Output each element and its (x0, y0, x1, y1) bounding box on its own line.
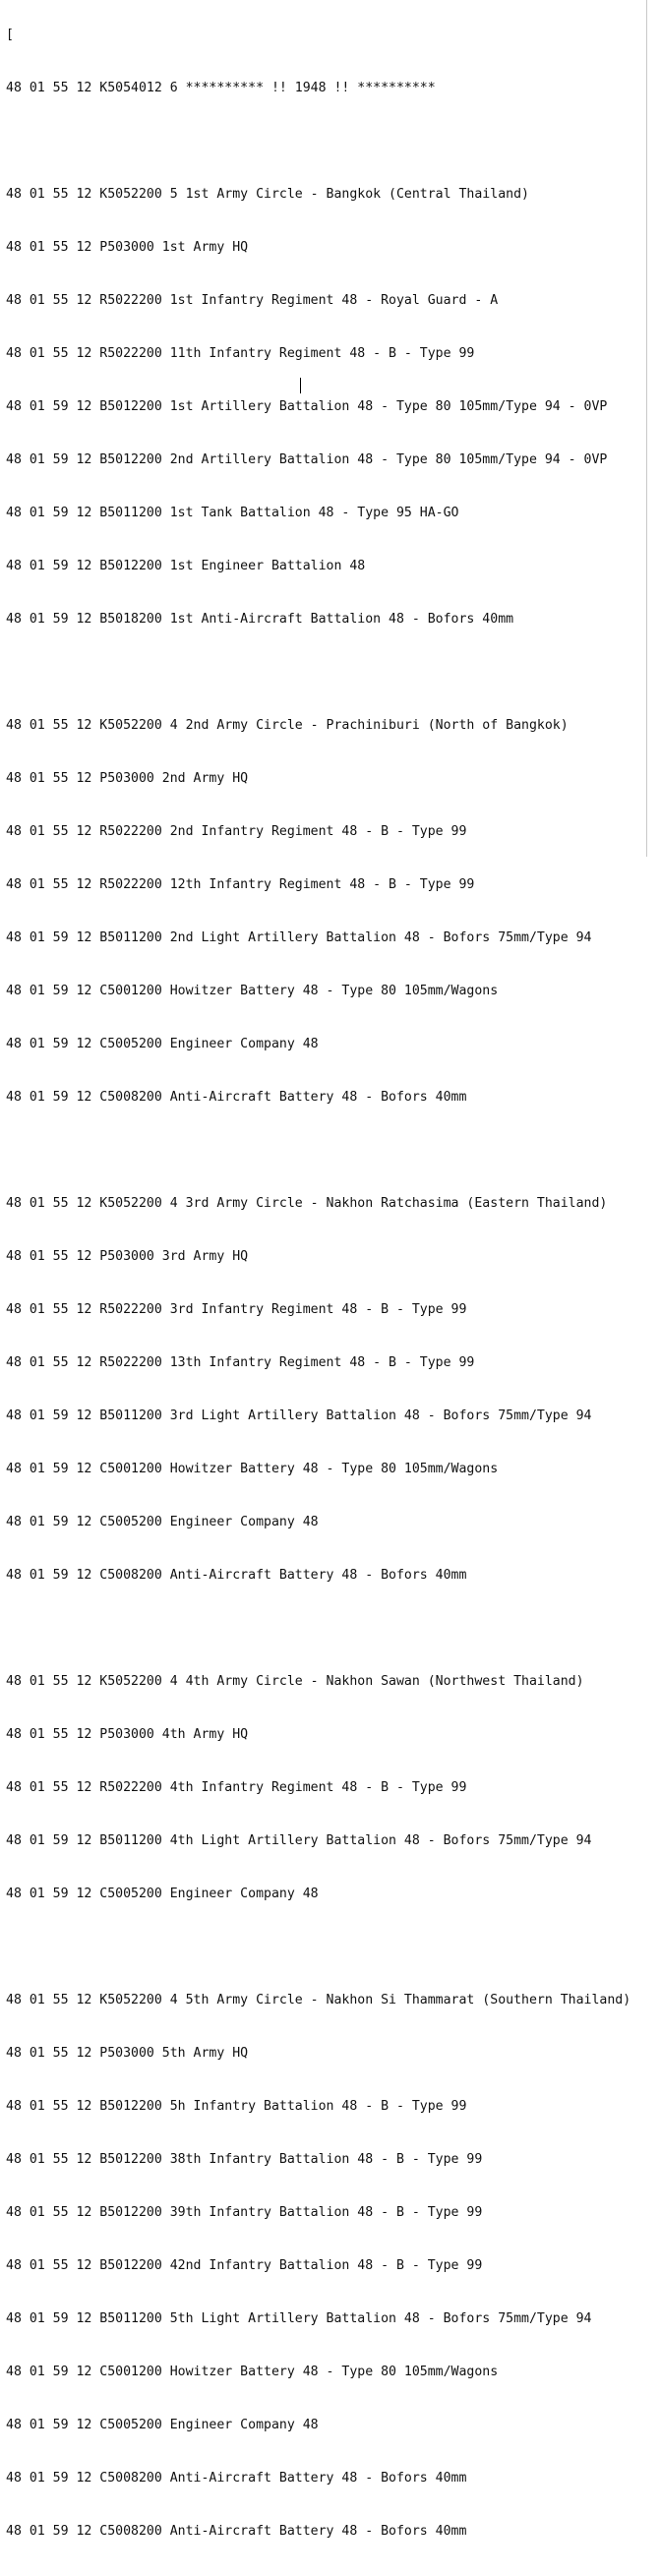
text-line: [ (6, 28, 14, 42)
text-line: 48 01 59 12 C5001200 Howitzer Battery 48 - Type 80 105mm/Wagons (6, 2365, 499, 2379)
text-line (6, 664, 630, 682)
text-line: 48 01 59 12 B5012200 2nd Artillery Battalion 48 - Type 80 105mm/Type 94 - 0VP (6, 452, 608, 467)
text-cursor (300, 378, 301, 393)
text-line: 48 01 59 12 B5011200 4th Light Artillery Battalion 48 - Bofors 75mm/Type 94 (6, 1833, 592, 1848)
text-line: 48 01 55 12 R5022200 2nd Infantry Regiment 48 - B - Type 99 (6, 824, 467, 839)
text-line: 48 01 59 12 C5001200 Howitzer Battery 48 - Type 80 105mm/Wagons (6, 984, 499, 998)
text-line: 48 01 55 12 K5052200 4 5th Army Circle - Nakhon Si Thammarat (Southern Thailand) (6, 1993, 631, 2007)
text-line: 48 01 59 12 B5011200 5th Light Artillery Battalion 48 - Bofors 75mm/Type 94 (6, 2311, 592, 2326)
text-line: 48 01 55 12 B5012200 42nd Infantry Battalion 48 - B - Type 99 (6, 2258, 483, 2273)
text-line: 48 01 59 12 C5005200 Engineer Company 48 (6, 2418, 319, 2432)
text-line: 48 01 59 12 C5008200 Anti-Aircraft Battery 48 - Bofors 40mm (6, 1090, 467, 1105)
text-line: 48 01 59 12 C5005200 Engineer Company 48 (6, 1515, 319, 1529)
text-line: 48 01 55 12 B5012200 39th Infantry Battalion 48 - B - Type 99 (6, 2205, 483, 2220)
text-line: 48 01 59 12 C5008200 Anti-Aircraft Battery 48 - Bofors 40mm (6, 1568, 467, 1583)
text-line: 48 01 55 12 P503000 3rd Army HQ (6, 1249, 249, 1264)
text-line (6, 1620, 630, 1638)
text-line: 48 01 55 12 R5022200 11th Infantry Regiment 48 - B - Type 99 (6, 346, 475, 361)
text-line: 48 01 55 12 K5052200 4 2nd Army Circle - Prachiniburi (North of Bangkok) (6, 718, 569, 733)
text-line: 48 01 55 12 B5012200 38th Infantry Battalion 48 - B - Type 99 (6, 2152, 483, 2167)
text-line: 48 01 55 12 R5022200 3rd Infantry Regiment 48 - B - Type 99 (6, 1302, 467, 1317)
text-line: 48 01 59 12 B5011200 2nd Light Artillery Battalion 48 - Bofors 75mm/Type 94 (6, 930, 592, 945)
text-line: 48 01 55 12 P503000 2nd Army HQ (6, 771, 249, 786)
text-line: 48 01 55 12 R5022200 1st Infantry Regiment 48 - Royal Guard - A (6, 293, 499, 308)
text-line: 48 01 59 12 B5012200 1st Engineer Battalion 48 (6, 559, 366, 573)
text-line: 48 01 55 12 R5022200 4th Infantry Regiment 48 - B - Type 99 (6, 1780, 467, 1795)
text-line: 48 01 55 12 K5054012 6 ********** !! 1948 !! ********** (6, 81, 436, 95)
text-line: 48 01 55 12 P503000 5th Army HQ (6, 2046, 249, 2061)
text-line: 48 01 59 12 C5005200 Engineer Company 48 (6, 1887, 319, 1901)
text-line: 48 01 55 12 R5022200 13th Infantry Regiment 48 - B - Type 99 (6, 1355, 475, 1370)
text-line: 48 01 59 12 C5008200 Anti-Aircraft Battery 48 - Bofors 40mm (6, 2471, 467, 2486)
text-line: 48 01 59 12 B5011200 1st Tank Battalion 48 - Type 95 HA-GO (6, 506, 459, 520)
text-line: 48 01 55 12 R5022200 12th Infantry Regiment 48 - B - Type 99 (6, 877, 475, 892)
text-line: 48 01 55 12 K5052200 4 4th Army Circle - Nakhon Sawan (Northwest Thailand) (6, 1674, 584, 1689)
text-line: 48 01 59 12 B5012200 1st Artillery Battalion 48 - Type 80 105mm/Type 94 - 0VP (6, 399, 608, 414)
text-line: 48 01 59 12 C5001200 Howitzer Battery 48 - Type 80 105mm/Wagons (6, 1462, 499, 1476)
text-line: 48 01 59 12 B5011200 3rd Light Artillery Battalion 48 - Bofors 75mm/Type 94 (6, 1408, 592, 1423)
text-line: 48 01 59 12 C5008200 Anti-Aircraft Battery 48 - Bofors 40mm (6, 2524, 467, 2539)
vertical-scrollbar[interactable] (646, 0, 660, 857)
text-line: 48 01 55 12 B5012200 5h Infantry Battalion 48 - B - Type 99 (6, 2099, 467, 2114)
text-line: 48 01 59 12 C5005200 Engineer Company 48 (6, 1037, 319, 1051)
text-line (6, 1939, 630, 1956)
text-line: 48 01 55 12 P503000 4th Army HQ (6, 1727, 249, 1742)
text-line: 48 01 55 12 K5052200 5 1st Army Circle - Bangkok (Central Thailand) (6, 187, 529, 202)
text-line: 48 01 55 12 P503000 1st Army HQ (6, 240, 249, 255)
editor-text-area[interactable] (6, 0, 630, 2576)
text-line: 48 01 55 12 K5052200 4 3rd Army Circle - Nakhon Ratchasima (Eastern Thailand) (6, 1196, 608, 1211)
text-line (6, 133, 630, 150)
text-line: 48 01 59 12 B5018200 1st Anti-Aircraft Battalion 48 - Bofors 40mm (6, 612, 514, 627)
text-line (6, 1142, 630, 1160)
